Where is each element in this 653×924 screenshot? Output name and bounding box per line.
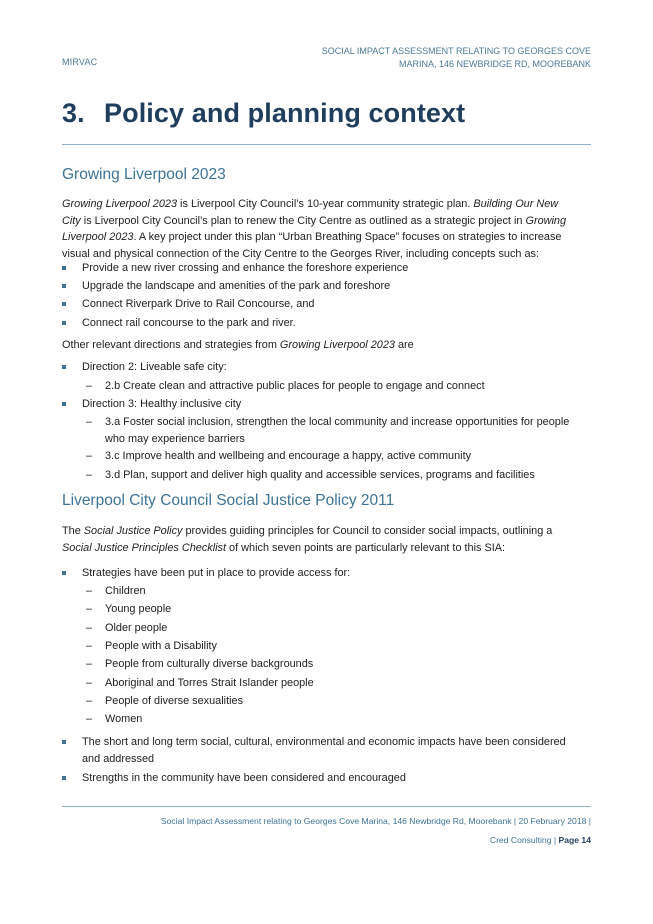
list-item [62,278,592,295]
sub-item-text: Older people [105,622,168,634]
sub-list-item [86,656,592,673]
sub-item-text: People with a Disability [105,640,217,652]
sub-list-item [86,711,592,728]
sub-item-text: 3.a Foster social inclusion, strengthen the local community and increase opportunities for people [105,416,570,428]
sub-list-item [86,448,592,465]
sub-item-text: People from culturally diverse backgrounds [105,658,314,670]
title-divider [62,144,591,145]
sub-list-item [86,601,592,618]
bullet-icon [62,776,66,780]
other-text: Growing Liverpool 2023 [279,339,395,351]
sub-list-item [86,675,592,692]
sub-list-item [86,638,592,655]
dash-icon: – [86,677,93,689]
bullet-icon [62,402,66,406]
dash-icon: – [86,585,93,597]
intro-text: . A key project under this plan “Urban Breathing Space” focuses on strategies to increase [133,231,562,243]
footer-page-info [490,835,591,845]
list-item-direction-3 [62,396,592,413]
intro-text: Building Our New [473,198,559,210]
section-heading-social-justice-policy: Liverpool City Council Social Justice Policy 2011 [62,492,395,509]
page-number: Page 14 [558,835,591,845]
list-item [62,296,592,313]
dash-icon: – [86,713,93,725]
list-item-access-strategies [62,565,592,582]
bullet-icon [62,365,66,369]
sub-list-item [86,414,592,447]
bullet-text: Strengths in the community have been considered and encouraged [82,772,406,784]
other-text: Other relevant directions and strategies from [62,339,280,351]
intro-text: The [62,525,84,537]
sub-item-text: Young people [105,603,172,615]
intro-text: Social Justice Principles Checklist [62,541,227,554]
header-title-line-2: MARINA, 146 NEWBRIDGE RD, MOOREBANK [398,58,591,69]
intro-text: Growing [525,214,567,227]
list-item-direction-2 [62,359,592,376]
chapter-number: 3. [62,98,85,128]
list-item [62,260,592,277]
sub-list-item [86,620,592,637]
intro-text: Social Justice Policy [83,525,183,537]
intro-text: is Liverpool City Council’s 10-year community strategic plan. [177,198,474,210]
sub-list-item [86,583,592,600]
bullet-text: Connect Riverpark Drive to Rail Concourse, and [82,298,315,310]
intro-text: Liverpool 2023 [62,231,134,243]
bullet-text: Direction 3: Healthy inclusive city [82,398,242,410]
list-item [62,315,592,332]
dash-icon: – [86,658,93,670]
intro-text: City [62,214,81,227]
sub-item-text: 3.c Improve health and wellbeing and encourage a happy, active community [105,450,472,462]
bullet-icon [62,321,66,325]
list-item-strengths [62,770,592,787]
intro-text: is Liverpool City Council’s plan to renew the City Centre as outlined as a strategic project in [80,214,526,227]
footer-document-title: Social Impact Assessment relating to Georges Cove Marina, 146 Newbridge Rd, Moorebank | 20 February 2018 | [160,816,591,826]
bullet-text: Connect rail concourse to the park and river. [82,317,296,329]
dash-icon: – [86,695,93,707]
footer-divider [62,806,591,807]
bullet-icon [62,302,66,306]
dash-icon: – [86,640,93,652]
bullet-icon [62,571,66,575]
header-document-title [261,45,591,70]
dash-icon: – [86,622,93,634]
sub-item-text: People of diverse sexualities [105,695,244,707]
sub-list-item [86,378,592,395]
sub-item-text: Children [105,585,146,597]
intro-text: of which seven points are particularly relevant to this SIA: [226,541,506,554]
bullet-text: The short and long term social, cultural, environmental and economic impacts have been considered [82,736,566,748]
sub-item-text: 3.d Plan, support and deliver high quality and accessible services, programs and facilities [105,469,535,481]
dash-icon: – [86,416,93,428]
sub-item-text: 2.b Create clean and attractive public places for people to engage and connect [105,380,485,392]
footer-company: Cred Consulting | [489,835,559,845]
list-item-impacts [62,734,592,767]
sub-list-item [86,693,592,710]
dash-icon: – [86,380,93,392]
growing-liverpool-intro [62,196,592,262]
page-title [62,98,465,129]
sub-list-item [86,467,592,484]
other-directions-intro [62,337,592,354]
sub-item-text: who may experience barriers [105,432,245,445]
bullet-icon [62,740,66,744]
bullet-icon [62,266,66,270]
bullet-text: Direction 2: Liveable safe city: [82,361,227,373]
dash-icon: – [86,469,93,481]
bullet-text: Strategies have been put in place to provide access for: [82,567,351,579]
bullet-text: Upgrade the landscape and amenities of the park and foreshore [82,280,391,292]
intro-text: Growing Liverpool 2023 [62,198,178,210]
social-justice-intro [62,523,592,556]
other-text: are [394,339,414,351]
intro-text: provides guiding principles for Council to consider social impacts, outlining a [182,525,553,537]
dash-icon: – [86,450,93,462]
chapter-title: Policy and planning context [104,98,466,128]
section-heading-growing-liverpool: Growing Liverpool 2023 [62,166,226,183]
bullet-text: Provide a new river crossing and enhance the foreshore experience [82,262,409,274]
bullet-text: and addressed [82,752,155,765]
dash-icon: – [86,603,93,615]
bullet-icon [62,284,66,288]
header-title-line-1: SOCIAL IMPACT ASSESSMENT RELATING TO GEORGES COVE [321,46,591,56]
sub-item-text: Aboriginal and Torres Strait Islander people [105,677,314,689]
sub-item-text: Women [105,713,143,725]
header-company: MIRVAC [62,57,98,67]
intro-text: visual and physical connection of the City Centre to the Georges River, including concepts such as: [62,247,540,260]
